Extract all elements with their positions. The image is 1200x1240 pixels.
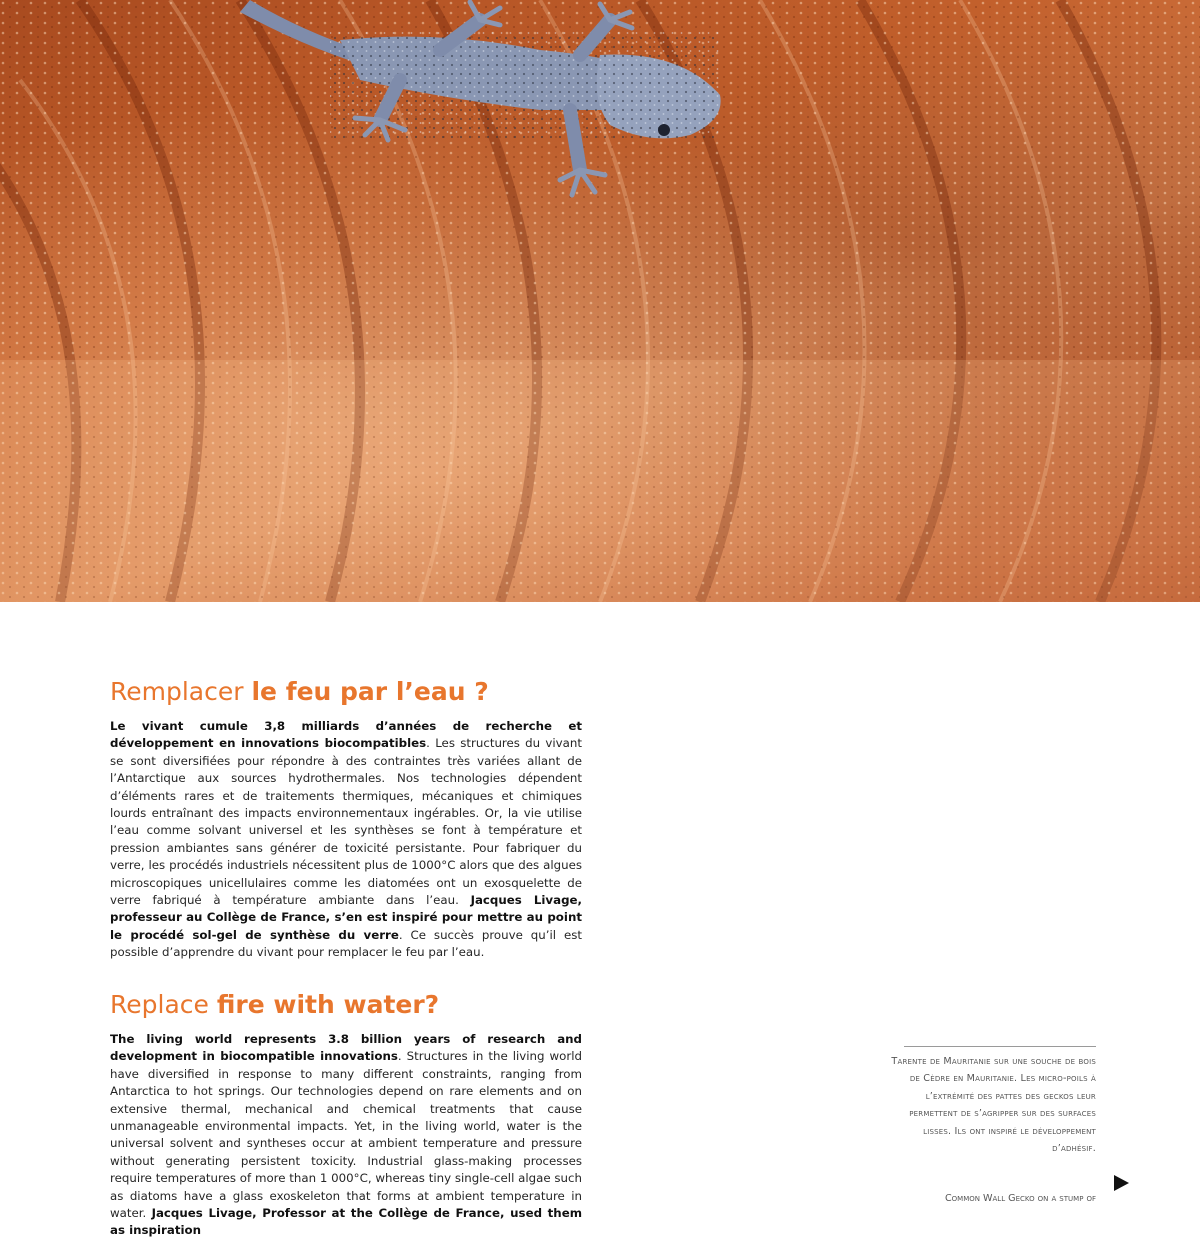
- title-light: Replace: [110, 990, 217, 1019]
- title-bold: fire with water?: [216, 990, 440, 1019]
- bold-highlight: Jacques Livage, Professor at the Collège de France, used them as inspiration: [110, 1206, 582, 1238]
- caption-divider: [904, 1046, 1096, 1047]
- bold-intro: The living world represents 3.8 billion years of research and development in biocompatible innovations: [110, 1032, 582, 1064]
- photo-caption-english: Common Wall Gecko on a stump of: [944, 1193, 1096, 1204]
- next-page-arrow-icon[interactable]: [1114, 1175, 1129, 1191]
- bold-highlight: Jacques Livage, professeur au Collège de France, s’en est inspiré pour mettre au point le procédé sol-gel de synthèse du verre: [110, 893, 582, 942]
- title-bold: le feu par l’eau ?: [251, 677, 489, 706]
- paragraph-english: [110, 1031, 582, 1240]
- paragraph-french: [110, 718, 582, 962]
- bold-intro: Le vivant cumule 3,8 milliards d’années de recherche et développement en innovations biocompatibles: [110, 719, 582, 751]
- article-english: [110, 989, 582, 1240]
- body-text-end: . Ce succès prouve qu’il est possible d’apprendre du vivant pour remplacer le feu par l’eau.: [110, 927, 582, 960]
- section-title-french: [110, 676, 582, 708]
- hero-photo: [0, 0, 1200, 602]
- title-light: Remplacer: [110, 677, 252, 706]
- photo-caption-french: Tarente de Mauritanie sur une souche de bois de Cèdre en Mauritanie. Les micro-poils à l’extrémité des pattes des geckos leur permettent de s’agripper sur des surfaces lisses. Ils ont inspiré le développement d’adhésif.: [891, 1056, 1096, 1155]
- section-title-english: [110, 989, 582, 1021]
- body-text: . Structures in the living world have diversified in response to many different constraints, ranging from Antarctica to hot springs. Our technologies depend on rare elements and on extensive thermal, mechanical and chemical treatments that cause unmanageable environmental impacts. Yet, in the living world, water is the universal solvent and syntheses occur at ambient temperature and pressure without generating persistent toxicity. Industrial glass-making processes require temperatures of more than 1 000°C, whereas tiny single-cell algae such as diatoms have a glass exoskeleton that forms at ambient temperature in water.: [110, 1049, 582, 1221]
- body-text: . Les structures du vivant se sont diversifiées pour répondre à des contraintes très variées allant de l’Antarctique aux sources hydrothermales. Nos technologies dépendent d’éléments rares et de traitements thermiques, mécaniques et chimiques lourds entraînant des impacts environnementaux ingérables. Or, la vie utilise l’eau comme solvant universel et les synthèses se font à température et pression ambiantes sans générer de toxicité persistante. Pour fabriquer du verre, les procédés industriels nécessitent plus de 1000°C alors que des algues microscopiques unicellulaires comme les diatomées ont un exosquelette de verre fabriqué à température ambiante dans l’eau.: [110, 736, 582, 908]
- article-french: [110, 676, 582, 962]
- gecko-photo-illustration: [0, 0, 1200, 602]
